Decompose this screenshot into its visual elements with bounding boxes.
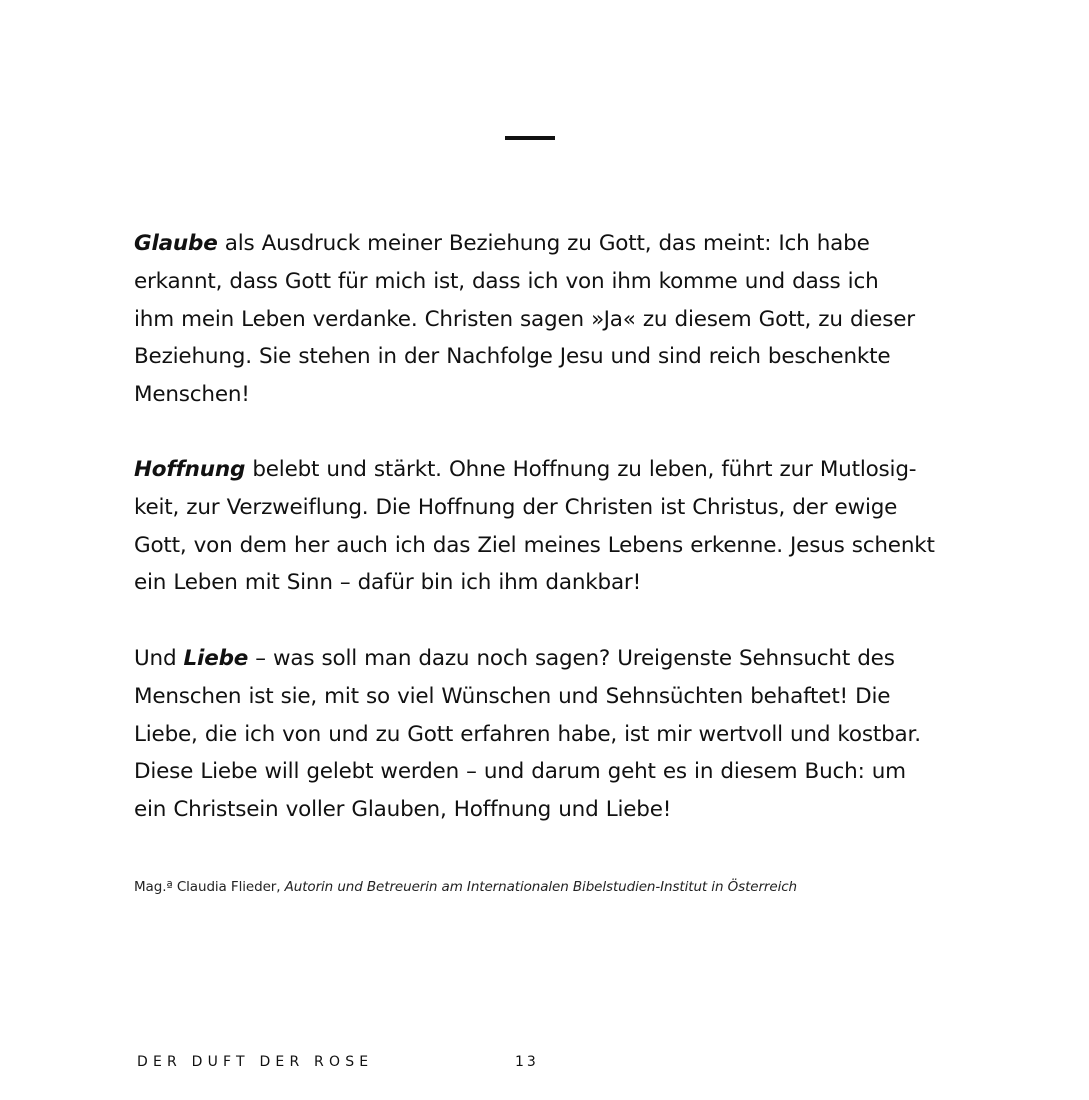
text-line: Hoffnung belebt und stärkt. Ohne Hoffnung zu leben, führt zur Mutlosig- bbox=[134, 457, 917, 482]
text-line: Diese Liebe will gelebt werden – und darum geht es in diesem Buch: um bbox=[134, 759, 906, 785]
text-line: Glaube als Ausdruck meiner Beziehung zu Gott, das meint: Ich habe bbox=[134, 231, 870, 256]
keyword-hoffnung: Hoffnung bbox=[134, 457, 246, 482]
text-line: Liebe, die ich von und zu Gott erfahren habe, ist mir wertvoll und kostbar. bbox=[134, 721, 921, 747]
text-line: erkannt, dass Gott für mich ist, dass ich von ihm komme und dass ich bbox=[134, 268, 879, 294]
keyword-glaube: Glaube bbox=[134, 231, 218, 256]
text-line: keit, zur Verzweiflung. Die Hoffnung der Christen ist Christus, der ewige bbox=[134, 494, 898, 520]
text-line: Beziehung. Sie stehen in der Nachfolge Jesu und sind reich beschenkte bbox=[134, 344, 891, 370]
paragraph-hoffnung bbox=[134, 451, 934, 602]
text-line: ein Leben mit Sinn – dafür bin ich ihm dankbar! bbox=[134, 570, 641, 596]
page-number: 13 bbox=[515, 1054, 539, 1070]
text-line: Menschen ist sie, mit so viel Wünschen und Sehnsüchten behaftet! Die bbox=[134, 683, 891, 709]
author-role: Autorin und Betreuerin am Internationalen Bibelstudien-Institut in Österreich bbox=[284, 879, 797, 895]
text-line: ein Christsein voller Glauben, Hoffnung und Liebe! bbox=[134, 797, 672, 823]
text-line: Und Liebe – was soll man dazu noch sagen? Ureigenste Sehnsucht des bbox=[134, 646, 895, 671]
text-line: ihm mein Leben verdanke. Christen sagen »Ja« zu diesem Gott, zu dieser bbox=[134, 306, 915, 332]
text-line: Menschen! bbox=[134, 382, 250, 408]
keyword-liebe: Liebe bbox=[183, 646, 249, 671]
paragraph-glaube bbox=[134, 225, 934, 414]
text-line: Gott, von dem her auch ich das Ziel meines Lebens erkenne. Jesus schenkt bbox=[134, 532, 935, 558]
running-footer-book-title: DER DUFT DER ROSE bbox=[137, 1054, 374, 1070]
paragraph-liebe bbox=[134, 640, 934, 829]
author-name: Mag.ª Claudia Flieder, bbox=[134, 879, 281, 895]
author-attribution bbox=[134, 879, 797, 895]
section-divider-rule bbox=[505, 136, 555, 140]
